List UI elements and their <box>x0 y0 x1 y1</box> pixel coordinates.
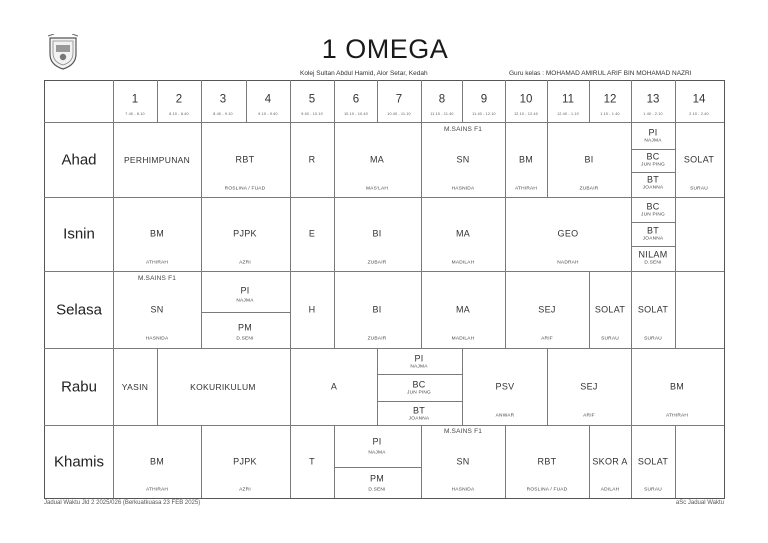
period-time: 12.10 - 12.40 <box>514 112 538 117</box>
teacher-name: JUN PING <box>641 212 665 218</box>
grid-line <box>377 401 462 402</box>
period-number: 4 <box>264 93 272 106</box>
subject-cell: SEJ <box>580 381 598 392</box>
teacher-name: SURAU <box>690 186 708 192</box>
grid-line <box>44 197 724 198</box>
subject-cell: GEO <box>557 228 579 239</box>
period-number: 8 <box>438 93 446 106</box>
grid-line <box>290 122 291 197</box>
period-time: 2.10 - 2.40 <box>689 112 709 117</box>
grid-line <box>246 80 247 122</box>
grid-line <box>631 246 675 247</box>
period-number: 1 <box>131 93 139 106</box>
teacher-name: ZUBAIR <box>579 186 599 192</box>
period-time: 11.10 - 11.40 <box>430 112 454 117</box>
class-title: 1 OMEGA <box>321 34 449 64</box>
period-time: 7.40 - 8.10 <box>125 112 145 117</box>
period-number: 6 <box>352 93 360 106</box>
teacher-name: NADRAH <box>557 260 579 266</box>
subject-cell: BT <box>646 225 660 236</box>
teacher-name: SURAU <box>644 487 662 493</box>
grid-line <box>505 197 506 271</box>
teacher-name: ROSLINA / FUAD <box>526 487 568 493</box>
subject-cell: MA <box>455 228 471 239</box>
subject-cell: A <box>330 381 338 392</box>
grid-line <box>631 222 675 223</box>
grid-line <box>631 348 632 425</box>
teacher-name: MADILAH <box>451 336 475 342</box>
day-label-rabu: Rabu <box>61 378 97 396</box>
subject-cell: BI <box>372 228 382 239</box>
grid-line <box>631 149 675 150</box>
grid-line <box>334 425 335 498</box>
subject-cell: PI <box>240 285 250 296</box>
grid-line <box>44 348 724 349</box>
grid-line <box>462 80 463 122</box>
grid-line <box>631 197 632 271</box>
grid-line <box>290 80 291 122</box>
period-time: 11.40 - 12.10 <box>472 112 496 117</box>
period-number: 3 <box>219 93 227 106</box>
grid-border <box>44 80 725 499</box>
footer-brand: aSc Jadual Waktu <box>675 500 724 506</box>
subject-cell: SEJ <box>538 304 556 315</box>
teacher-name: NAJMA <box>368 450 386 456</box>
teacher-name: NAJMA <box>410 364 428 370</box>
day-label-khamis: Khamis <box>53 453 105 471</box>
period-time: 10.10 - 10.40 <box>344 112 368 117</box>
teacher-name: ANWAR <box>495 413 515 419</box>
period-number: 2 <box>175 93 183 106</box>
teacher-name: AZRI <box>239 260 251 266</box>
room-label: M.SAINS F1 <box>137 274 177 282</box>
grid-line <box>44 122 724 123</box>
grid-line <box>421 122 422 197</box>
subject-cell: SOLAT <box>637 304 669 315</box>
school-crest-logo <box>46 34 80 70</box>
grid-line <box>631 172 675 173</box>
grid-line <box>201 271 202 348</box>
subject-cell: RBT <box>537 456 557 467</box>
grid-line <box>334 122 335 197</box>
teacher-name: HASNIDA <box>145 336 169 342</box>
grid-line <box>675 80 676 122</box>
subject-cell: E <box>308 228 316 239</box>
grid-line <box>462 348 463 425</box>
subject-cell: BC <box>646 151 660 162</box>
period-number: 11 <box>562 93 574 106</box>
teacher-name: SURAU <box>644 336 662 342</box>
subject-cell: PM <box>369 473 385 484</box>
grid-line <box>421 197 422 271</box>
period-time: 1.10 - 1.40 <box>600 112 620 117</box>
teacher-name: ROSLINA / FUAD <box>224 186 266 192</box>
grid-line <box>334 271 335 348</box>
grid-line <box>505 80 506 122</box>
teacher-name: ADILAH <box>600 487 620 493</box>
teacher-name: ATHIRAH <box>665 413 689 419</box>
grid-line <box>201 425 202 498</box>
subject-cell: NILAM <box>638 249 668 260</box>
teacher-name: JOANNA <box>642 185 664 191</box>
subject-cell: PI <box>372 436 382 447</box>
subject-cell: KOKURIKULUM <box>190 381 256 392</box>
grid-line <box>505 122 506 197</box>
teacher-name: ATHIRAH <box>145 487 169 493</box>
period-number: 10 <box>519 93 533 106</box>
subject-cell: PI <box>414 353 424 364</box>
period-number: 9 <box>480 93 488 106</box>
grid-line <box>290 197 291 271</box>
subject-cell: BI <box>372 304 382 315</box>
grid-line <box>334 80 335 122</box>
grid-line <box>421 425 422 498</box>
period-time: 1.40 - 2.10 <box>643 112 663 117</box>
grid-line <box>44 425 724 426</box>
grid-line <box>547 80 548 122</box>
grid-line <box>631 80 632 122</box>
subject-cell: PM <box>237 322 253 333</box>
teacher-name: JOANNA <box>408 416 430 422</box>
grid-line <box>377 80 378 122</box>
grid-line <box>505 271 506 348</box>
period-number: 13 <box>646 93 660 106</box>
teacher-name: ATHIRAH <box>514 186 538 192</box>
grid-line <box>157 80 158 122</box>
subject-cell: MA <box>369 154 385 165</box>
grid-line <box>157 348 158 425</box>
grid-line <box>589 271 590 348</box>
teacher-name: ARIF <box>541 336 553 342</box>
subject-cell: BM <box>149 456 165 467</box>
subject-cell: YASIN <box>121 381 149 392</box>
grid-line <box>631 425 632 498</box>
period-time: 9.40 - 10.10 <box>301 112 323 117</box>
teacher-name: HASNIDA <box>451 487 475 493</box>
teacher-name: ZUBAIR <box>367 260 387 266</box>
grid-line <box>201 80 202 122</box>
subject-cell: BM <box>149 228 165 239</box>
subject-cell: BM <box>518 154 534 165</box>
teacher-name: JOANNA <box>642 236 664 242</box>
subject-cell: MA <box>455 304 471 315</box>
grid-line <box>201 197 202 271</box>
grid-line <box>377 374 462 375</box>
grid-line <box>675 271 676 348</box>
grid-line <box>113 80 114 498</box>
subject-cell: R <box>308 154 316 165</box>
subject-cell: SOLAT <box>637 456 669 467</box>
grid-line <box>547 122 548 197</box>
period-time: 9.10 - 9.40 <box>258 112 278 117</box>
teacher-name: MADILAH <box>451 260 475 266</box>
class-teacher: Guru kelas : MOHAMAD AMIRUL ARIF BIN MOHAMAD NAZRI <box>509 70 692 77</box>
grid-line <box>547 348 548 425</box>
grid-line <box>334 197 335 271</box>
footer-note: Jadual Waktu Jld 2 2025/026 (Berkuatkuasa 23 FEB 2025) <box>44 500 201 506</box>
grid-line <box>421 80 422 122</box>
room-label: M.SAINS F1 <box>443 427 483 435</box>
subject-cell: T <box>309 456 315 467</box>
teacher-name: D.SENI <box>368 487 386 493</box>
grid-line <box>290 348 291 425</box>
day-label-ahad: Ahad <box>61 151 97 169</box>
grid-line <box>589 425 590 498</box>
subject-cell: SN <box>150 304 164 315</box>
day-label-isnin: Isnin <box>63 225 95 243</box>
grid-line <box>201 122 202 197</box>
period-number: 7 <box>395 93 403 106</box>
grid-line <box>631 271 632 348</box>
grid-line <box>675 197 676 271</box>
school-name: Kolej Sultan Abdul Hamid, Alor Setar, Kedah <box>300 70 428 77</box>
teacher-name: MAS'LAH <box>365 186 389 192</box>
grid-line <box>290 271 291 348</box>
subject-cell: BC <box>412 379 426 390</box>
teacher-name: SURAU <box>601 336 619 342</box>
period-time: 10.40 - 11.10 <box>387 112 411 117</box>
teacher-name: D.SENI <box>644 260 662 266</box>
grid-line <box>505 425 506 498</box>
teacher-name: AZRI <box>239 487 251 493</box>
teacher-name: ARIF <box>583 413 595 419</box>
timetable-grid <box>44 80 724 498</box>
grid-line <box>44 271 724 272</box>
subject-cell: BI <box>584 154 594 165</box>
grid-line <box>377 348 378 425</box>
period-time: 8.40 - 9.10 <box>213 112 233 117</box>
grid-line <box>334 467 421 468</box>
subject-cell: BC <box>646 201 660 212</box>
subject-cell: H <box>308 304 316 315</box>
subject-cell: BT <box>646 174 660 185</box>
period-number: 5 <box>308 93 316 106</box>
teacher-name: HASNIDA <box>451 186 475 192</box>
teacher-name: NAJMA <box>236 298 254 304</box>
subject-cell: PSV <box>495 381 515 392</box>
grid-line <box>201 312 291 313</box>
subject-cell: SOLAT <box>683 154 715 165</box>
teacher-name: JUN PING <box>407 390 431 396</box>
grid-line <box>589 80 590 122</box>
period-time: 8.10 - 8.40 <box>169 112 189 117</box>
grid-line <box>421 271 422 348</box>
teacher-name: ZUBAIR <box>367 336 387 342</box>
period-number: 12 <box>603 93 617 106</box>
period-time: 12.40 - 1.10 <box>557 112 579 117</box>
subject-cell: SN <box>456 154 470 165</box>
subject-cell: PJPK <box>233 228 257 239</box>
room-label: M.SAINS F1 <box>443 125 483 133</box>
subject-cell: RBT <box>235 154 255 165</box>
day-label-selasa: Selasa <box>56 301 102 319</box>
subject-cell: PI <box>648 127 658 138</box>
teacher-name: ATHIRAH <box>145 260 169 266</box>
teacher-name: NAJMA <box>644 138 662 144</box>
grid-line <box>675 425 676 498</box>
subject-cell: SN <box>456 456 470 467</box>
grid-line <box>631 122 632 197</box>
teacher-name: D.SENI <box>236 336 254 342</box>
subject-cell: SOLAT <box>594 304 626 315</box>
subject-cell: BT <box>412 405 426 416</box>
subject-cell: PJPK <box>233 456 257 467</box>
grid-line <box>290 425 291 498</box>
subject-cell: SKOR A <box>592 456 628 467</box>
teacher-name: JUN PING <box>641 162 665 168</box>
subject-cell: PERHIMPUNAN <box>123 154 191 165</box>
grid-line <box>675 122 676 197</box>
period-number: 14 <box>692 93 706 106</box>
subject-cell: BM <box>669 381 685 392</box>
